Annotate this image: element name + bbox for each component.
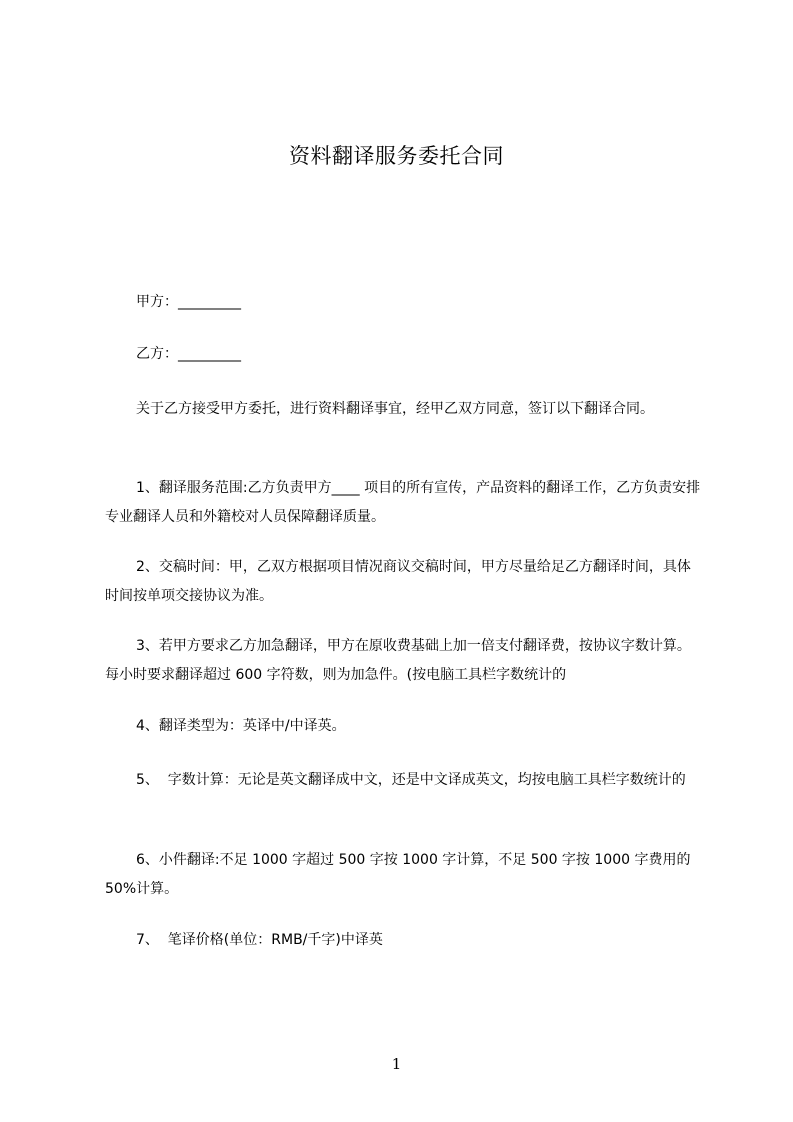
clause-1-translation-scope: 1、翻译服务范围:乙方负责甲方____ 项目的所有宣传，产品资料的翻译工作，乙方负责安排专业翻译人员和外籍校对人员保障翻译质量。 bbox=[105, 480, 701, 525]
clause-6-small-translation: 6、小件翻译:不足 1000 字超过 500 字按 1000 字计算，不足 500 字按 1000 字费用的 50%计算。 bbox=[105, 852, 695, 897]
document-title: 资料翻译服务委托合同 bbox=[289, 144, 504, 168]
clause-7-pricing: 7、 笔译价格(单位：RMB/千字)中译英 bbox=[136, 932, 383, 948]
party-b-line: 乙方：_________ bbox=[136, 346, 241, 362]
party-a-line: 甲方：_________ bbox=[136, 294, 241, 310]
clause-3-rush-translation: 3、若甲方要求乙方加急翻译，甲方在原收费基础上加一倍支付翻译费，按协议字数计算。每小时要求翻译超过 600 字符数，则为加急件。(按电脑工具栏字数统计的 bbox=[105, 638, 691, 683]
intro-paragraph: 关于乙方接受甲方委托，进行资料翻译事宜，经甲乙双方同意，签订以下翻译合同。 bbox=[136, 401, 654, 417]
page-number: 1 bbox=[391, 1055, 402, 1073]
clause-2-delivery-time: 2、交稿时间：甲，乙双方根据项目情况商议交稿时间，甲方尽量给足乙方翻译时间，具体时间按单项交接协议为准。 bbox=[105, 559, 691, 604]
clause-5-word-count: 5、 字数计算：无论是英文翻译成中文，还是中文译成英文，均按电脑工具栏字数统计的 bbox=[136, 772, 686, 788]
clause-4-translation-type: 4、翻译类型为：英译中/中译英。 bbox=[136, 718, 346, 734]
